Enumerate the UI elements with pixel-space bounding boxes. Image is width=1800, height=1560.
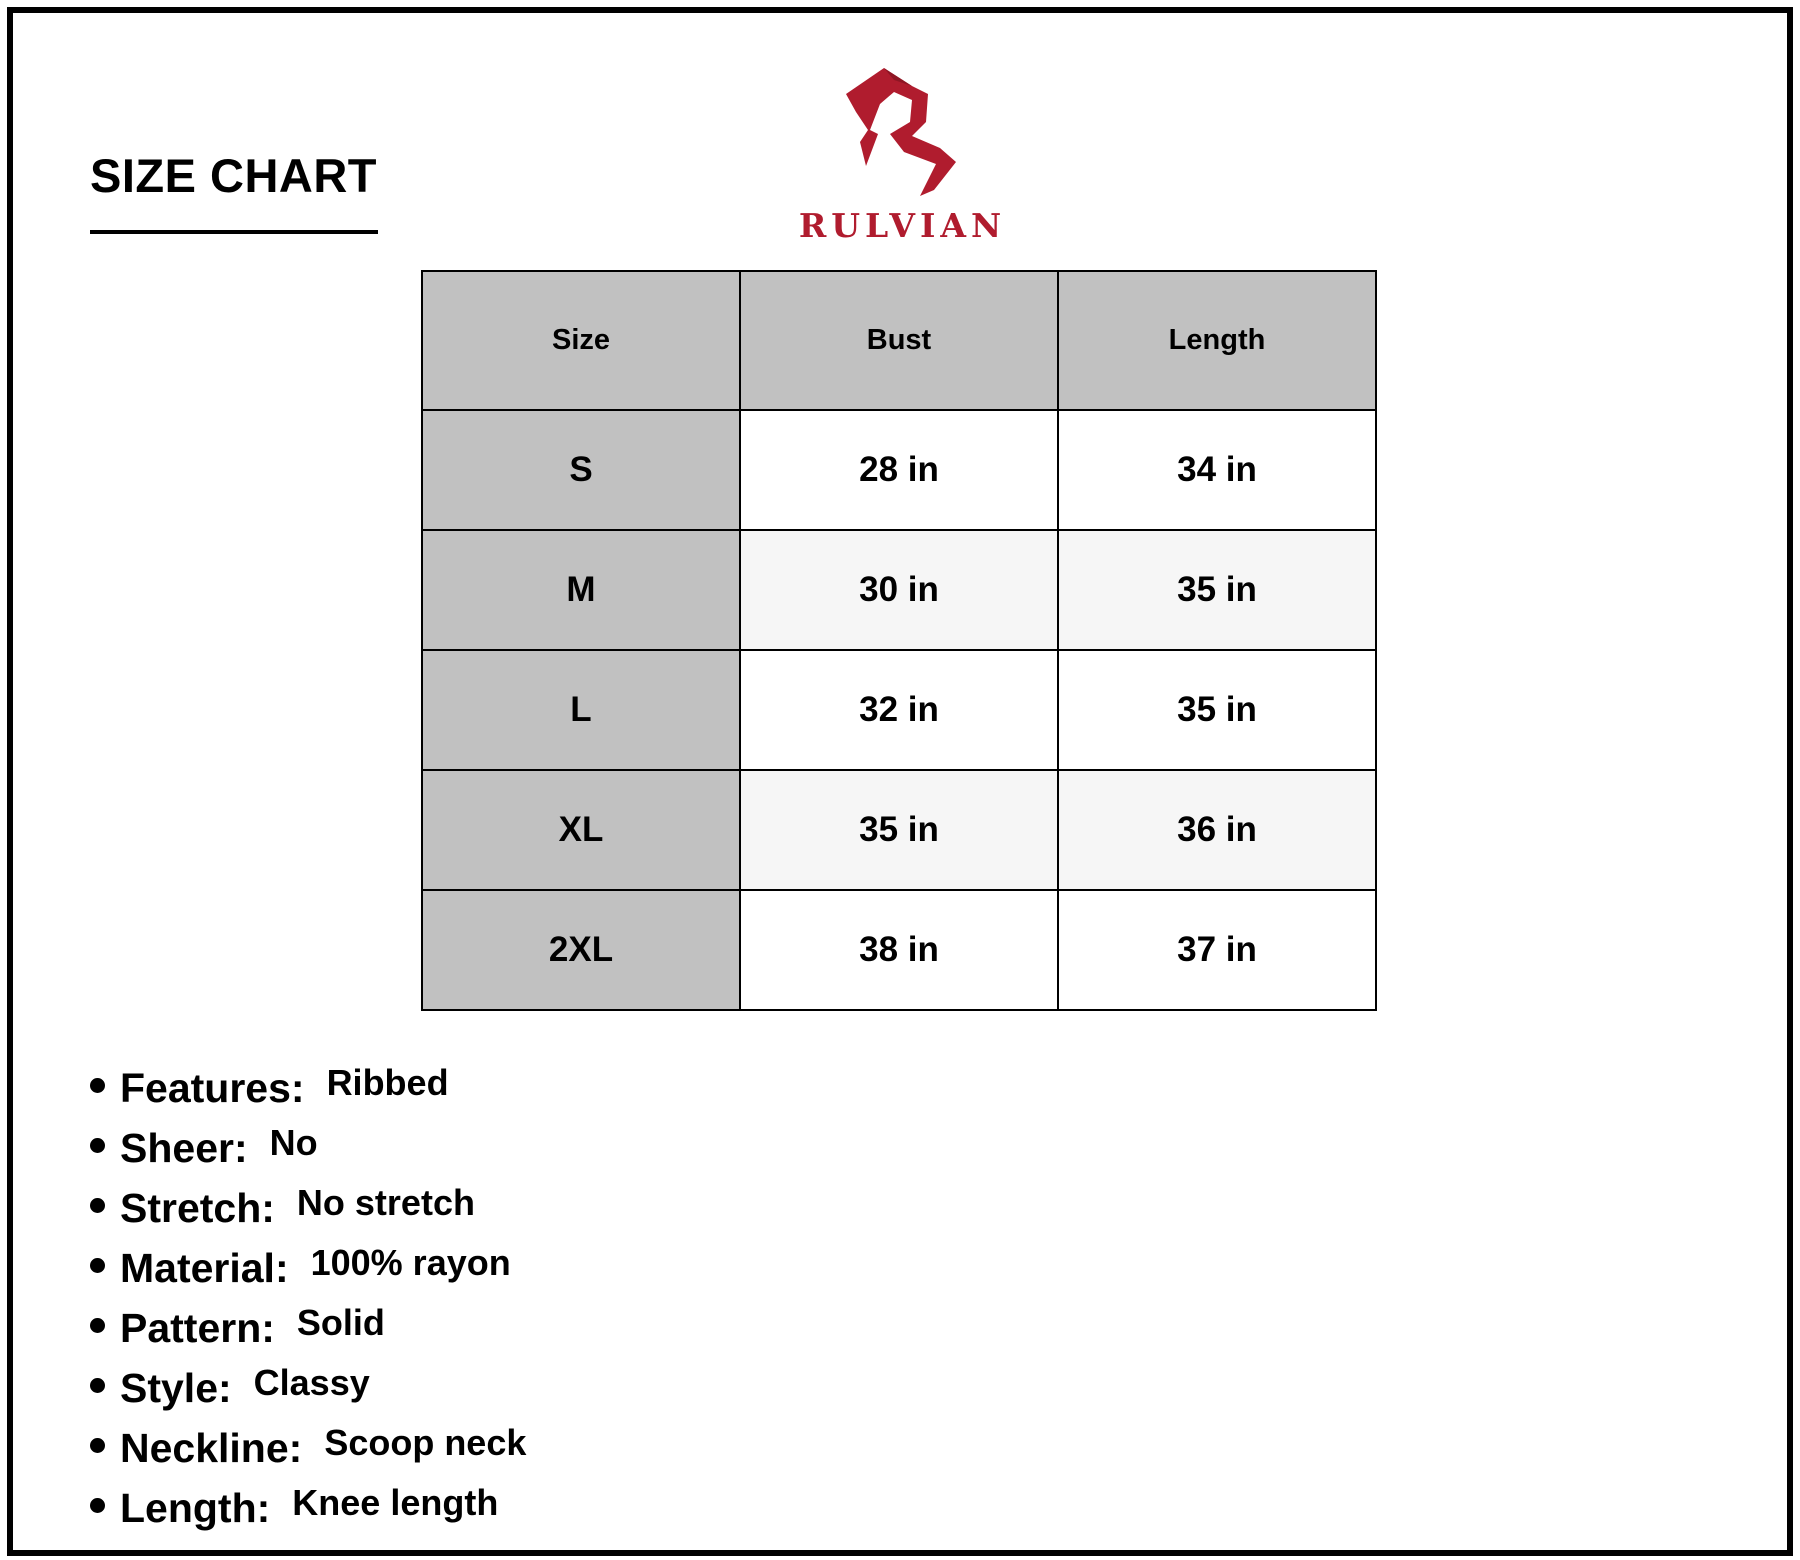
table-row <box>422 890 1376 1010</box>
bust-cell: 32 in <box>740 650 1058 770</box>
feature-value: Knee length <box>292 1482 499 1523</box>
length-cell: 35 in <box>1058 650 1376 770</box>
feature-item <box>90 1238 526 1298</box>
size-cell: M <box>422 530 740 650</box>
feature-label: Features: <box>120 1064 305 1111</box>
length-cell: 35 in <box>1058 530 1376 650</box>
length-cell: 37 in <box>1058 890 1376 1010</box>
feature-label: Length: <box>120 1484 271 1531</box>
bust-cell: 30 in <box>740 530 1058 650</box>
table-row <box>422 530 1376 650</box>
brand-logo <box>780 64 1025 249</box>
table-row <box>422 650 1376 770</box>
feature-label: Neckline: <box>120 1424 303 1471</box>
length-cell: 34 in <box>1058 410 1376 530</box>
size-cell: S <box>422 410 740 530</box>
bullet-icon <box>90 1438 105 1453</box>
bullet-icon <box>90 1078 105 1093</box>
table-row <box>422 410 1376 530</box>
feature-value: No <box>269 1122 318 1163</box>
feature-item <box>90 1358 526 1418</box>
feature-item <box>90 1478 526 1538</box>
bullet-icon <box>90 1258 105 1273</box>
column-header-length: Length <box>1058 271 1376 410</box>
feature-value: Classy <box>253 1362 370 1403</box>
size-table <box>421 270 1377 1011</box>
bullet-icon <box>90 1198 105 1213</box>
table-header-row <box>422 271 1376 410</box>
bust-cell: 38 in <box>740 890 1058 1010</box>
table-row <box>422 770 1376 890</box>
bust-cell: 35 in <box>740 770 1058 890</box>
size-cell: 2XL <box>422 890 740 1010</box>
title-underline <box>90 230 378 234</box>
bullet-icon <box>90 1498 105 1513</box>
column-header-size: Size <box>422 271 740 410</box>
feature-label: Sheer: <box>120 1124 248 1171</box>
feature-item <box>90 1178 526 1238</box>
bullet-icon <box>90 1318 105 1333</box>
feature-label: Pattern: <box>120 1304 275 1351</box>
feature-label: Material: <box>120 1244 289 1291</box>
brand-name: RULVIAN <box>798 206 1007 245</box>
feature-value: Scoop neck <box>324 1422 527 1463</box>
column-header-bust: Bust <box>740 271 1058 410</box>
size-cell: L <box>422 650 740 770</box>
feature-label: Stretch: <box>120 1184 275 1231</box>
feature-value: 100% rayon <box>310 1242 511 1283</box>
page-title: SIZE CHART <box>90 149 377 202</box>
feature-label: Style: <box>120 1364 232 1411</box>
size-cell: XL <box>422 770 740 890</box>
bullet-icon <box>90 1138 105 1153</box>
bust-cell: 28 in <box>740 410 1058 530</box>
feature-list <box>90 1058 526 1538</box>
r-monogram-icon <box>840 64 965 199</box>
feature-value: Solid <box>296 1302 385 1343</box>
feature-value: Ribbed <box>326 1062 449 1103</box>
feature-item <box>90 1118 526 1178</box>
feature-item <box>90 1298 526 1358</box>
feature-value: No stretch <box>296 1182 475 1223</box>
feature-item <box>90 1418 526 1478</box>
feature-item <box>90 1058 526 1118</box>
bullet-icon <box>90 1378 105 1393</box>
length-cell: 36 in <box>1058 770 1376 890</box>
